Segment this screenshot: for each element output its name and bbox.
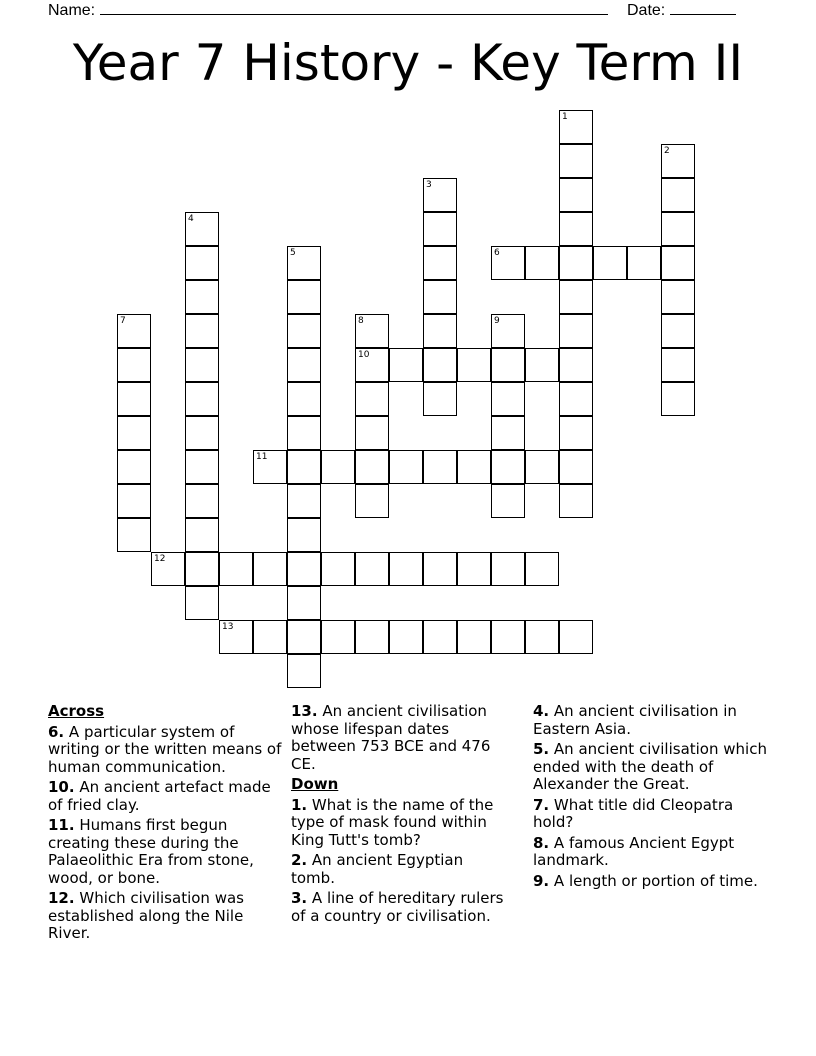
grid-cell[interactable] xyxy=(491,552,525,586)
grid-cell[interactable] xyxy=(423,246,457,280)
grid-cell[interactable] xyxy=(389,348,423,382)
grid-cell[interactable] xyxy=(491,246,525,280)
grid-cell[interactable] xyxy=(355,484,389,518)
grid-cell[interactable] xyxy=(287,382,321,416)
grid-cell[interactable] xyxy=(287,654,321,688)
grid-cell[interactable] xyxy=(661,314,695,348)
grid-cell[interactable] xyxy=(185,586,219,620)
grid-cell[interactable] xyxy=(117,314,151,348)
clue-down-8: 8. A famous Ancient Egypt landmark. xyxy=(533,833,735,869)
grid-cell[interactable] xyxy=(559,110,593,144)
clue-down-7: 7. What title did Cleopatra hold? xyxy=(533,795,734,831)
grid-cell[interactable] xyxy=(661,348,695,382)
clue-number: 12 xyxy=(154,554,166,564)
grid-cell[interactable] xyxy=(185,518,219,552)
grid-cell[interactable] xyxy=(491,416,525,450)
grid-cell[interactable] xyxy=(389,620,423,654)
grid-cell[interactable] xyxy=(287,348,321,382)
grid-cell[interactable] xyxy=(525,552,559,586)
grid-cell[interactable] xyxy=(321,620,355,654)
grid-cell[interactable] xyxy=(423,212,457,246)
grid-cell[interactable] xyxy=(423,552,457,586)
grid-cell[interactable] xyxy=(185,450,219,484)
clue-down-5: 5. An ancient civilisation which ended with the death of Alexander the Great. xyxy=(533,740,767,793)
grid-cell[interactable] xyxy=(423,178,457,212)
grid-cell[interactable] xyxy=(253,620,287,654)
grid-cell[interactable] xyxy=(185,484,219,518)
grid-cell[interactable] xyxy=(525,348,559,382)
grid-cell[interactable] xyxy=(559,416,593,450)
clue-across-11: 11. Humans first begun creating these during the Palaeolithic Era from stone, wood, or bone. xyxy=(48,816,254,887)
grid-cell[interactable] xyxy=(423,382,457,416)
clue-across-10: 10. An ancient artefact made of fried clay. xyxy=(48,778,271,814)
clue-number: 8 xyxy=(358,316,364,326)
grid-cell[interactable] xyxy=(287,586,321,620)
grid-cell[interactable] xyxy=(559,348,593,382)
down-heading: Down xyxy=(291,775,339,793)
grid-cell[interactable] xyxy=(389,552,423,586)
grid-cell[interactable] xyxy=(355,348,389,382)
grid-cell[interactable] xyxy=(423,620,457,654)
grid-cell[interactable] xyxy=(287,552,321,586)
grid-cell[interactable] xyxy=(491,484,525,518)
clue-number: 7 xyxy=(120,316,126,326)
grid-cell[interactable] xyxy=(287,518,321,552)
clue-number: 1 xyxy=(562,112,568,122)
clue-number: 4 xyxy=(188,214,194,224)
grid-cell[interactable] xyxy=(185,314,219,348)
grid-cell[interactable] xyxy=(253,552,287,586)
clue-down-9: 9. A length or portion of time. xyxy=(533,871,758,890)
clue-down-4: 4. An ancient civilisation in Eastern Asia. xyxy=(533,702,737,738)
clues-column-3 xyxy=(533,703,768,893)
grid-cell[interactable] xyxy=(151,552,185,586)
across-heading: Across xyxy=(48,702,105,720)
grid-cell[interactable] xyxy=(185,212,219,246)
grid-cell[interactable] xyxy=(661,178,695,212)
grid-cell[interactable] xyxy=(355,382,389,416)
grid-cell[interactable] xyxy=(559,212,593,246)
clue-number: 3 xyxy=(426,180,432,190)
grid-cell[interactable] xyxy=(287,620,321,654)
clue-across-6: 6. A particular system of writing or the written means of human communication. xyxy=(48,722,282,776)
grid-cell[interactable] xyxy=(185,382,219,416)
grid-cell[interactable] xyxy=(525,620,559,654)
grid-cell[interactable] xyxy=(491,348,525,382)
grid-cell[interactable] xyxy=(185,348,219,382)
grid-cell[interactable] xyxy=(423,314,457,348)
grid-cell[interactable] xyxy=(525,450,559,484)
grid-cell[interactable] xyxy=(491,382,525,416)
grid-cell[interactable] xyxy=(117,382,151,416)
grid-cell[interactable] xyxy=(627,246,661,280)
grid-cell[interactable] xyxy=(117,518,151,552)
clue-number: 2 xyxy=(664,146,670,156)
clues-column-2 xyxy=(291,703,511,928)
grid-cell[interactable] xyxy=(287,484,321,518)
grid-cell[interactable] xyxy=(423,348,457,382)
grid-cell[interactable] xyxy=(661,280,695,314)
grid-cell[interactable] xyxy=(423,450,457,484)
clue-down-2: 2. An ancient Egyptian tomb. xyxy=(291,851,464,887)
grid-cell[interactable] xyxy=(355,314,389,348)
grid-cell[interactable] xyxy=(559,178,593,212)
grid-cell[interactable] xyxy=(287,314,321,348)
grid-cell[interactable] xyxy=(661,212,695,246)
grid-cell[interactable] xyxy=(321,552,355,586)
grid-cell[interactable] xyxy=(525,246,559,280)
clue-number: 10 xyxy=(358,350,370,360)
grid-cell[interactable] xyxy=(491,620,525,654)
clue-number: 6 xyxy=(494,248,500,258)
page-title: Year 7 History - Key Term II xyxy=(72,34,744,92)
clue-down-3: 3. A line of hereditary rulers of a country or civilisation. xyxy=(291,889,504,925)
grid-cell[interactable] xyxy=(185,246,219,280)
clue-number: 11 xyxy=(256,452,268,462)
grid-cell[interactable] xyxy=(559,280,593,314)
grid-cell[interactable] xyxy=(457,348,491,382)
grid-cell[interactable] xyxy=(287,246,321,280)
grid-cell[interactable] xyxy=(491,450,525,484)
clue-down-1: 1. What is the name of the type of mask found within King Tutt's tomb? xyxy=(291,795,494,849)
grid-cell[interactable] xyxy=(559,484,593,518)
grid-cell[interactable] xyxy=(287,280,321,314)
grid-cell[interactable] xyxy=(423,280,457,314)
grid-cell[interactable] xyxy=(355,552,389,586)
clue-number: 5 xyxy=(290,248,296,258)
clue-across-13: 13. An ancient civilisation whose lifespan dates between 753 BCE and 476 CE. xyxy=(291,702,491,773)
grid-cell[interactable] xyxy=(457,552,491,586)
grid-cell[interactable] xyxy=(117,450,151,484)
grid-cell[interactable] xyxy=(593,246,627,280)
clue-number: 9 xyxy=(494,316,500,326)
grid-cell[interactable] xyxy=(117,416,151,450)
grid-cell[interactable] xyxy=(355,416,389,450)
name-label: Name: xyxy=(48,2,96,19)
grid-cell[interactable] xyxy=(287,450,321,484)
grid-cell[interactable] xyxy=(185,416,219,450)
grid-cell[interactable] xyxy=(185,552,219,586)
grid-cell[interactable] xyxy=(559,450,593,484)
grid-cell[interactable] xyxy=(117,484,151,518)
grid-cell[interactable] xyxy=(457,620,491,654)
grid-cell[interactable] xyxy=(117,348,151,382)
grid-cell[interactable] xyxy=(559,246,593,280)
grid-cell[interactable] xyxy=(287,416,321,450)
grid-cell[interactable] xyxy=(559,144,593,178)
grid-cell[interactable] xyxy=(355,620,389,654)
grid-cell[interactable] xyxy=(661,246,695,280)
grid-cell[interactable] xyxy=(559,314,593,348)
grid-cell[interactable] xyxy=(219,620,253,654)
grid-cell[interactable] xyxy=(491,314,525,348)
grid-cell[interactable] xyxy=(321,450,355,484)
grid-cell[interactable] xyxy=(559,382,593,416)
grid-cell[interactable] xyxy=(219,552,253,586)
grid-cell[interactable] xyxy=(559,620,593,654)
clue-across-12: 12. Which civilisation was established along the Nile River. xyxy=(48,889,244,942)
grid-cell[interactable] xyxy=(457,450,491,484)
date-label: Date: xyxy=(627,2,666,19)
grid-cell[interactable] xyxy=(389,450,423,484)
grid-cell[interactable] xyxy=(355,450,389,484)
grid-cell[interactable] xyxy=(661,144,695,178)
grid-cell[interactable] xyxy=(185,280,219,314)
clue-number: 13 xyxy=(222,622,234,632)
grid-cell[interactable] xyxy=(253,450,287,484)
grid-cell[interactable] xyxy=(661,382,695,416)
clues-column-1 xyxy=(48,703,284,946)
